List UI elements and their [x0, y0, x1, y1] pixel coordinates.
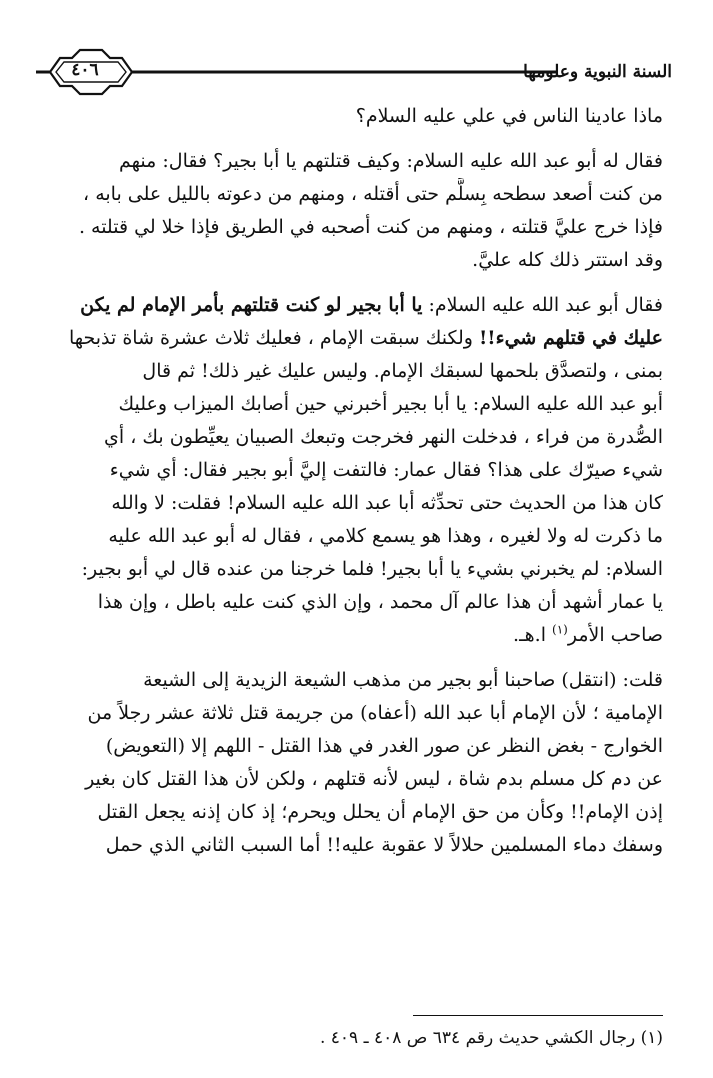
text-line: وقد استتر ذلك كله عليَّ.: [472, 249, 663, 271]
bold-quote: عليك في قتلهم شيء!!: [478, 327, 663, 349]
text-line: يا عمار أشهد أن هذا عالم آل محمد ، وإن الذي كنت عليه باطل ، وإن هذا: [97, 591, 663, 613]
book-title: السنة النبوية وعلومها: [523, 62, 672, 82]
text-line: بمنى ، ولتصدَّق بلحمها لسبقك الإمام. وليس عليك غير ذلك! ثم قال: [142, 360, 663, 382]
text-segment: ولكنك سبقت الإمام ، فعليك ثلاث عشرة شاة تذبحها: [68, 327, 479, 349]
text-line: شيء صيرّك على هذا؟ فقال عمار: فالتفت إليَّ أبو بجير فقال: أي شيء: [109, 459, 663, 481]
text-line: عن دم كل مسلم بدم شاة ، ليس لأنه قتلهم ، ولكن لأن هذا القتل كان بغير: [85, 768, 663, 790]
bold-quote: يا أبا بجير لو كنت قتلتهم بأمر الإمام لم يكن: [80, 294, 423, 316]
footnote-divider: [413, 1015, 663, 1016]
text-line: ما ذكرت له ولا لغيره ، وهذا هو يسمع كلامي ، فقال له أبو عبد الله عليه: [108, 525, 663, 547]
text-segment: صاحب الأمر: [567, 624, 663, 646]
text-line: وسفك دماء المسلمين حلالاً لا عقوبة عليه!! أما السبب الثاني الذي حمل: [105, 834, 663, 856]
text-line: ماذا عادينا الناس في علي عليه السلام؟: [355, 105, 663, 127]
text-line: قلت: (انتقل) صاحبنا أبو بجير من مذهب الشيعة الزيدية إلى الشيعة: [143, 669, 663, 691]
text-line: فإذا خرج عليَّ قتلته ، ومنهم من كنت أصحبه في الطريق فإذا خلا لي قتلته .: [78, 216, 663, 238]
text-line: كان هذا من الحديث حتى تحدِّثه أبا عبد الله عليه السلام! فقلت: لا والله: [111, 492, 663, 514]
main-text: [51, 100, 663, 862]
text-line-with-bold: [51, 322, 663, 355]
footnote: (١) رجال الكشي حديث رقم ٦٣٤ ص ٤٠٨ ـ ٤٠٩ .: [319, 1028, 663, 1048]
text-line: إذن الإمام!! وكأن من حق الإمام أن يحلل ويحرم؛ إذ كان إذنه يجعل القتل: [97, 801, 663, 823]
text-line: السلام: لم يخبرني بشيء يا أبا بجير! فلما خرجنا من عنده قال لي أبو بجير:: [81, 558, 663, 580]
text-line: الصُّدرة من فراء ، فدخلت النهر فخرجت وتبعك الصبيان يعيِّطون بك ، أي: [104, 426, 663, 448]
text-segment: فقال أبو عبد الله عليه السلام:: [422, 294, 663, 316]
text-line: فقال له أبو عبد الله عليه السلام: وكيف قتلتهم يا أبا بجير؟ فقال: منهم: [119, 150, 663, 172]
text-segment: ا.هـ.: [513, 624, 553, 646]
text-line: من كنت أصعد سطحه بِسلَّم حتى أقتله ، ومنهم من دعوته بالليل على بابه ،: [83, 183, 663, 205]
text-line: أبو عبد الله عليه السلام: يا أبا بجير أخبرني حين أصابك الميزاب وعليك: [118, 393, 663, 415]
text-line: الخوارج - بغض النظر عن صور الغدر في هذا القتل - اللهم إلا (التعويض): [105, 735, 663, 757]
text-line-last: [51, 619, 663, 652]
page-number: ٤٠٦: [71, 60, 99, 80]
footnote-ref: (١): [552, 622, 568, 637]
running-header: [36, 46, 672, 98]
text-line-with-bold: [51, 289, 663, 322]
text-line: الإمامية ؛ لأن الإمام أبا عبد الله (أعفاه) من جريمة قتل ثلاثة عشر رجلاً من: [87, 702, 663, 724]
